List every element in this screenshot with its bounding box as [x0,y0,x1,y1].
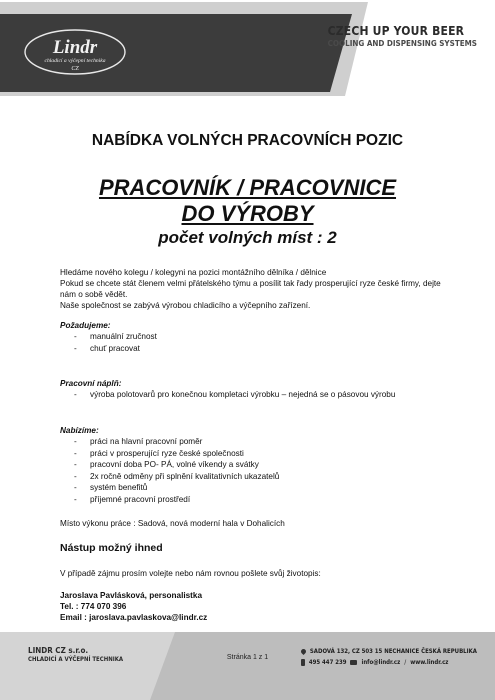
footer-company-name: LINDR CZ s.r.o. [28,646,89,655]
contact-phone: Tel. : 774 070 396 [60,602,127,611]
apply-instructions: V případě zájmu prosím volejte nebo nám rovnou pošlete svůj životopis: [60,569,321,578]
footer-address-row [301,646,477,657]
header-tagline [328,24,477,48]
footer-web[interactable]: www.lindr.cz [410,659,449,666]
footer-email[interactable]: info@lindr.cz [361,659,401,666]
job-title [0,175,495,227]
list-item: - pracovní doba PO- PÁ, volné víkendy a svátky [60,459,450,471]
list-item: - výroba polotovarů pro konečnou kompletaci výrobku – nejedná se o pásovou výrobu [60,389,450,401]
list-item: - příjemné pracovní prostředí [60,494,450,506]
location-pin-icon [300,648,307,655]
duties-list [60,389,450,401]
footer-address: SADOVÁ 132, CZ 503 15 NECHANICE ČESKÁ REPUBLIKA [309,648,477,655]
open-positions-count: počet volných míst : 2 [158,228,337,247]
footer-phone: 495 447 239 [308,659,347,666]
requirements-section [60,320,450,354]
footer-separator: / [404,659,407,666]
list-item: - systém benefitů [60,482,450,494]
phone-icon [301,659,305,666]
lindr-logo [22,27,128,77]
contact-name: Jaroslava Pavlásková, personalistka [60,591,203,600]
list-item: - práci na hlavní pracovní poměr [60,436,450,448]
mail-icon [350,660,357,665]
intro-line-2: Pokud se chcete stát členem velmi přátelského týmu a posílit tak řady prosperující ryze české firmy, dejte nám o sobě vědět. [60,279,441,299]
logo-country-text: CZ [71,66,79,72]
offer-heading: Nabízíme: [60,426,99,435]
list-item: - práci v prosperující ryze české společnosti [60,448,450,460]
page-number: Stránka 1 z 1 [226,654,269,661]
footer-company-sub: CHLADICÍ A VÝČEPNÍ TECHNIKA [28,656,124,663]
requirements-heading: Požadujeme: [60,321,111,330]
list-item: - chuť pracovat [60,343,450,355]
tagline-main: CZECH UP YOUR BEER [327,24,465,38]
list-item: - manuální zručnost [60,331,450,343]
intro-paragraph [60,267,450,311]
work-place: Místo výkonu práce : Sadová, nová moderní hala v Dohalicích [60,519,285,528]
intro-line-1: Hledáme nového kolegu / kolegyni na pozici montážního dělníka / dělnice [60,268,327,277]
intro-line-3: Naše společnost se zabývá výrobou chladicího a výčepního zařízení. [60,301,311,310]
contact-block [60,590,450,623]
duties-heading: Pracovní náplň: [60,379,122,388]
document-title: NABÍDKA VOLNÝCH PRACOVNÍCH POZIC [91,132,404,149]
list-item: - 2x ročně odměny při splnění kvalitativních ukazatelů [60,471,450,483]
contact-email[interactable]: Email : jaroslava.pavlaskova@lindr.cz [60,613,208,622]
logo-sub-text: chladicí a výčepní technika [44,58,106,64]
offer-section [60,425,450,506]
duties-section [60,378,450,401]
logo-brand-text: Lindr [52,37,98,58]
start-date: Nástup možný ihned [60,542,163,554]
footer-contact [301,646,477,668]
job-title-line-2: DO VÝROBY [181,201,314,226]
requirements-list [60,331,450,354]
offer-list [60,436,450,506]
job-title-line-1: PRACOVNÍK / PRACOVNICE [98,175,397,200]
tagline-sub: COOLING AND DISPENSING SYSTEMS [327,39,477,48]
footer-contact-row [301,657,477,668]
